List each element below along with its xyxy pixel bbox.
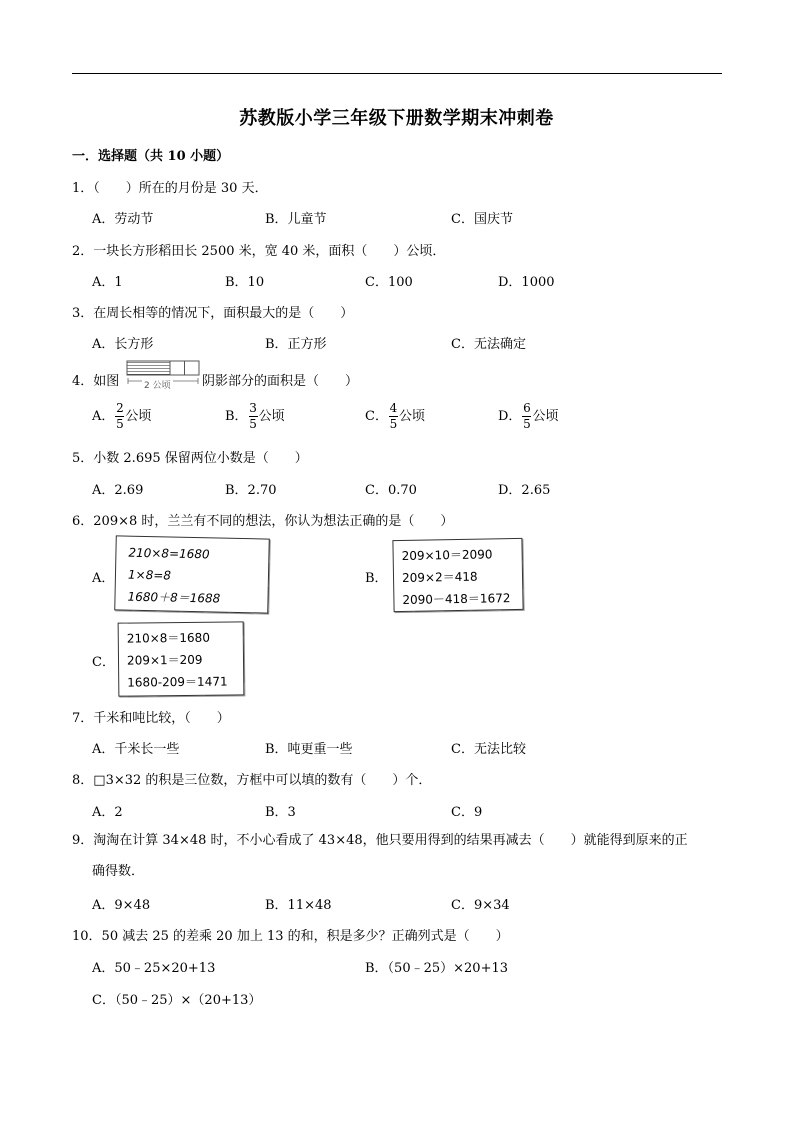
question-text: 50 减去 25 的差乘 20 加上 13 的和，积是多少？正确列式是（ ） <box>101 929 509 944</box>
option-1a: A．劳动节 <box>92 212 154 227</box>
calculation-card <box>114 535 270 613</box>
option-5c: C．0.70 <box>365 483 417 498</box>
numerator: 6 <box>523 401 531 415</box>
option-4a <box>92 402 151 431</box>
option-7c: C．无法比较 <box>451 742 526 757</box>
calculation-card <box>118 621 245 696</box>
option-3b: B．正方形 <box>265 337 327 352</box>
question-number: 1． <box>72 181 94 196</box>
option-5b: B．2.70 <box>225 483 277 498</box>
option-6c-image <box>118 622 244 696</box>
option-6c-label: C． <box>92 655 115 670</box>
calc-line: 209×10＝2090 <box>401 547 493 563</box>
question-number: 7． <box>72 711 94 726</box>
question-number: 5． <box>72 451 94 466</box>
calc-line: 1680-209＝1471 <box>127 674 228 690</box>
question-7 <box>72 707 230 726</box>
option-letter: A． <box>92 409 115 424</box>
question-text: 在周长相等的情况下，面积最大的是（ ） <box>93 306 354 321</box>
numerator: 2 <box>116 401 124 415</box>
denominator: 5 <box>523 417 531 431</box>
question-text: 千米和吨比较，（ ） <box>93 711 230 726</box>
option-1c: C．国庆节 <box>451 212 513 227</box>
calc-line: 2090－418＝1672 <box>402 591 511 607</box>
question-text: 一块长方形稻田长 2500 米，宽 40 米，面积（ ）公顷． <box>93 244 446 259</box>
option-9c: C．9×34 <box>451 898 510 913</box>
question-text: （ ）所在的月份是 30 天． <box>93 181 268 196</box>
option-8a: A．2 <box>92 805 123 820</box>
option-2c: C．100 <box>365 275 413 290</box>
denominator: 5 <box>116 417 124 431</box>
calc-line: 209×1＝209 <box>126 652 203 668</box>
question-2 <box>72 240 445 259</box>
figure-label: 2 公顷 <box>144 381 171 391</box>
numerator: 4 <box>389 401 398 415</box>
denominator: 5 <box>249 417 257 431</box>
option-9b: B．11×48 <box>265 898 332 913</box>
option-3a: A．长方形 <box>92 337 154 352</box>
option-8b: B．3 <box>265 805 296 820</box>
question-text: 淘淘在计算 34×48 时，不小心看成了 43×48，他只要用得到的结果再减去（ ）就能得到原来的正 <box>93 833 688 848</box>
calculation-card <box>392 538 523 612</box>
question-5 <box>72 447 308 466</box>
option-4d <box>498 402 558 431</box>
option-10c: C．（50﹣25）×（20+13） <box>92 993 262 1008</box>
option-10b: B．（50﹣25）×20+13 <box>365 961 509 976</box>
option-1b: B．儿童节 <box>265 212 327 227</box>
question-1 <box>72 177 268 196</box>
calc-line: 209×2＝418 <box>401 569 478 585</box>
question-10 <box>72 925 509 944</box>
question-text: 小数 2.695 保留两位小数是（ ） <box>93 451 308 466</box>
question-text: 209×8 时，兰兰有不同的想法，你认为想法正确的是（ ） <box>93 514 454 529</box>
question-number: 8． <box>72 773 94 788</box>
question-text-continued: 确得数． <box>92 864 145 879</box>
calc-line: 210×8＝1680 <box>126 630 210 646</box>
option-6b-label: B． <box>365 571 388 586</box>
option-7b: B．吨更重一些 <box>265 742 353 757</box>
calc-line: 210×8=1680 <box>128 545 210 562</box>
question-text-before: 如图 <box>93 374 120 389</box>
fraction <box>115 402 124 431</box>
question-9 <box>72 825 724 887</box>
option-4b <box>225 402 285 431</box>
question-number: 4． <box>72 374 94 389</box>
fraction <box>249 402 258 431</box>
option-4c <box>365 402 425 431</box>
calc-line: 1680＋8＝1688 <box>127 589 221 606</box>
option-6a-label: A． <box>92 571 115 586</box>
option-5a: A．2.69 <box>92 483 144 498</box>
option-letter: B． <box>225 409 248 424</box>
option-3c: C．无法确定 <box>451 337 526 352</box>
question-4 <box>72 370 119 389</box>
page-title: 苏教版小学三年级下册数学期末冲刺卷 <box>239 108 554 129</box>
option-6b-image <box>393 539 523 611</box>
fraction <box>389 402 398 431</box>
question-number: 6． <box>72 514 94 529</box>
question-number: 3． <box>72 306 94 321</box>
option-9a: A．9×48 <box>92 898 151 913</box>
question-number: 10． <box>72 929 102 944</box>
question-4-text: 阴影部分的面积是（ ） <box>202 374 359 389</box>
option-7a: A．千米长一些 <box>92 742 180 757</box>
fraction <box>522 402 531 431</box>
question-3 <box>72 302 353 321</box>
area-figure <box>126 359 200 395</box>
option-5d: D．2.65 <box>498 483 551 498</box>
option-2d: D．1000 <box>498 275 555 290</box>
question-number: 9． <box>72 833 94 848</box>
option-10a: A．50﹣25×20+13 <box>92 961 216 976</box>
option-letter: C． <box>365 409 388 424</box>
unit: 公顷 <box>532 409 559 424</box>
option-letter: D． <box>498 409 522 424</box>
option-2b: B．10 <box>225 275 265 290</box>
denominator: 5 <box>389 417 398 431</box>
question-6 <box>72 510 453 529</box>
option-8c: C．9 <box>451 805 483 820</box>
option-6a-image <box>115 537 269 612</box>
unit: 公顷 <box>398 409 425 424</box>
unit: 公顷 <box>125 409 152 424</box>
section-heading: 一．选择题（共 10 小题） <box>72 149 230 164</box>
unit: 公顷 <box>258 409 285 424</box>
calc-line: 1×8=8 <box>127 567 172 583</box>
question-8 <box>72 769 431 788</box>
numerator: 3 <box>249 401 257 415</box>
header-rule <box>72 73 722 74</box>
question-text: □3×32 的积是三位数，方框中可以填的数有（ ）个． <box>93 773 432 788</box>
option-2a: A．1 <box>92 275 123 290</box>
question-number: 2． <box>72 244 94 259</box>
